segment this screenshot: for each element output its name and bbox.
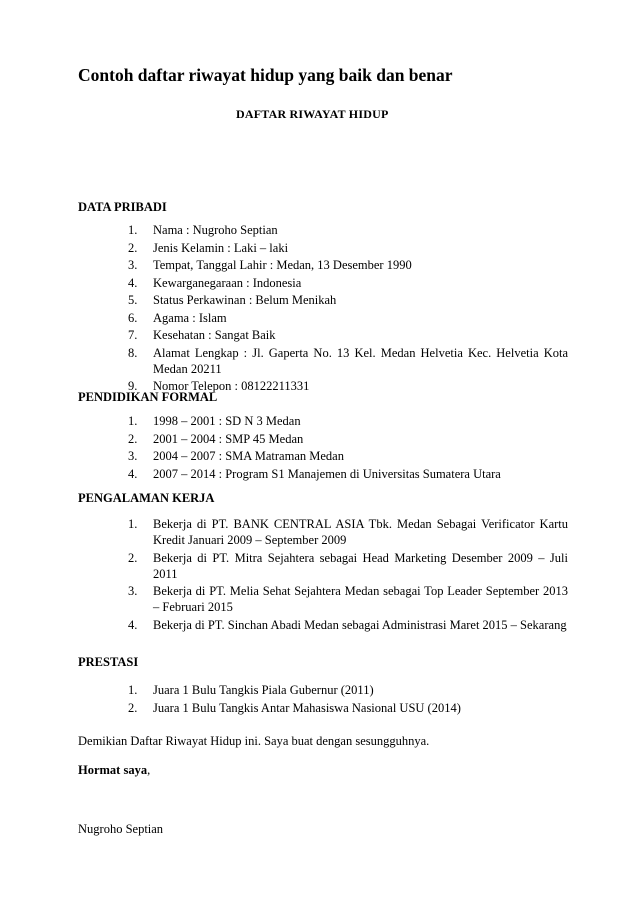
list-pendidikan-formal <box>128 413 568 483</box>
list-item-number: 1. <box>128 223 138 237</box>
list-item <box>128 413 568 429</box>
list-item-text: 2004 – 2007 : SMA Matraman Medan <box>153 449 344 463</box>
list-item-number: 2. <box>128 431 138 446</box>
list-item-number: 8. <box>128 345 138 360</box>
list-item <box>128 550 568 582</box>
section-heading-data-pribadi: DATA PRIBADI <box>78 200 167 214</box>
list-item-text: Juara 1 Bulu Tangkis Antar Mahasiswa Nasional USU (2014) <box>153 700 461 715</box>
list-item-text: Tempat, Tanggal Lahir : Medan, 13 Desember 1990 <box>153 258 412 272</box>
list-item-text: 1998 – 2001 : SD N 3 Medan <box>153 414 301 428</box>
list-item-text: Nomor Telepon : 08122211331 <box>153 379 310 393</box>
list-item-text: 2007 – 2014 : Program S1 Manajemen di Universitas Sumatera Utara <box>153 466 501 481</box>
list-item <box>128 466 568 482</box>
list-item <box>128 292 568 308</box>
signature-name: Nugroho Septian <box>78 822 164 836</box>
list-item-text: Jenis Kelamin : Laki – laki <box>153 240 289 255</box>
list-item-text: Juara 1 Bulu Tangkis Piala Gubernur (2011) <box>153 683 374 697</box>
list-item <box>128 345 568 377</box>
list-item-number: 1. <box>128 517 138 531</box>
list-item-number: 4. <box>128 466 138 481</box>
list-item-number: 1. <box>128 683 138 697</box>
salutation-text: Hormat saya <box>78 763 148 777</box>
list-prestasi <box>128 682 568 717</box>
list-item-number: 1. <box>128 414 138 428</box>
list-item-number: 3. <box>128 258 138 272</box>
list-item-text: Agama : Islam <box>153 310 227 325</box>
closing-statement: Demikian Daftar Riwayat Hidup ini. Saya buat dengan sesungguhnya. <box>78 734 430 748</box>
list-item <box>128 617 568 633</box>
list-pengalaman-kerja <box>128 516 568 634</box>
list-item <box>128 257 568 273</box>
list-item <box>128 275 568 291</box>
list-item-number: 2. <box>128 700 138 715</box>
list-item <box>128 448 568 464</box>
list-item-number: 5. <box>128 293 138 307</box>
list-item-text: Bekerja di PT. Mitra Sejahtera sebagai Head Marketing Desember 2009 – Juli 2011 <box>153 550 568 581</box>
list-item-text: Bekerja di PT. BANK CENTRAL ASIA Tbk. Medan Sebagai Verificator Kartu Kredit Januari 2009 – September 2009 <box>153 517 568 547</box>
document-subtitle: DAFTAR RIWAYAT HIDUP <box>236 107 389 121</box>
list-item-number: 4. <box>128 275 138 290</box>
list-data-pribadi <box>128 222 568 396</box>
section-heading-prestasi: PRESTASI <box>78 655 139 669</box>
list-item-text: Status Perkawinan : Belum Menikah <box>153 293 337 307</box>
list-item <box>128 240 568 256</box>
section-heading-pengalaman-kerja: PENGALAMAN KERJA <box>78 491 215 505</box>
list-item <box>128 310 568 326</box>
list-item-text: Nama : Nugroho Septian <box>153 223 278 237</box>
list-item <box>128 583 568 615</box>
list-item <box>128 431 568 447</box>
list-item-text: Alamat Lengkap : Jl. Gaperta No. 13 Kel. Medan Helvetia Kec. Helvetia Kota Medan 20211 <box>153 345 568 376</box>
list-item-text: 2001 – 2004 : SMP 45 Medan <box>153 431 304 446</box>
list-item-number: 7. <box>128 328 138 342</box>
list-item <box>128 682 568 698</box>
list-item <box>128 516 568 548</box>
list-item-number: 4. <box>128 617 138 632</box>
list-item-text: Kesehatan : Sangat Baik <box>153 328 276 342</box>
section-heading-pendidikan-formal: PENDIDIKAN FORMAL <box>78 390 218 404</box>
list-item-number: 9. <box>128 379 138 393</box>
closing-salutation <box>78 762 150 778</box>
list-item-number: 3. <box>128 584 138 598</box>
list-item <box>128 700 568 716</box>
list-item-number: 6. <box>128 310 138 325</box>
list-item <box>128 327 568 343</box>
list-item-text: Bekerja di PT. Melia Sehat Sejahtera Medan sebagai Top Leader September 2013 – Februari 2015 <box>153 584 568 614</box>
list-item-text: Bekerja di PT. Sinchan Abadi Medan sebagai Administrasi Maret 2015 – Sekarang <box>153 617 567 632</box>
list-item <box>128 222 568 238</box>
document-title: Contoh daftar riwayat hidup yang baik dan benar <box>78 65 453 85</box>
salutation-comma: , <box>147 763 151 777</box>
list-item-number: 2. <box>128 240 138 255</box>
list-item-number: 3. <box>128 449 138 463</box>
list-item-number: 2. <box>128 550 138 565</box>
list-item-text: Kewarganegaraan : Indonesia <box>153 275 302 290</box>
